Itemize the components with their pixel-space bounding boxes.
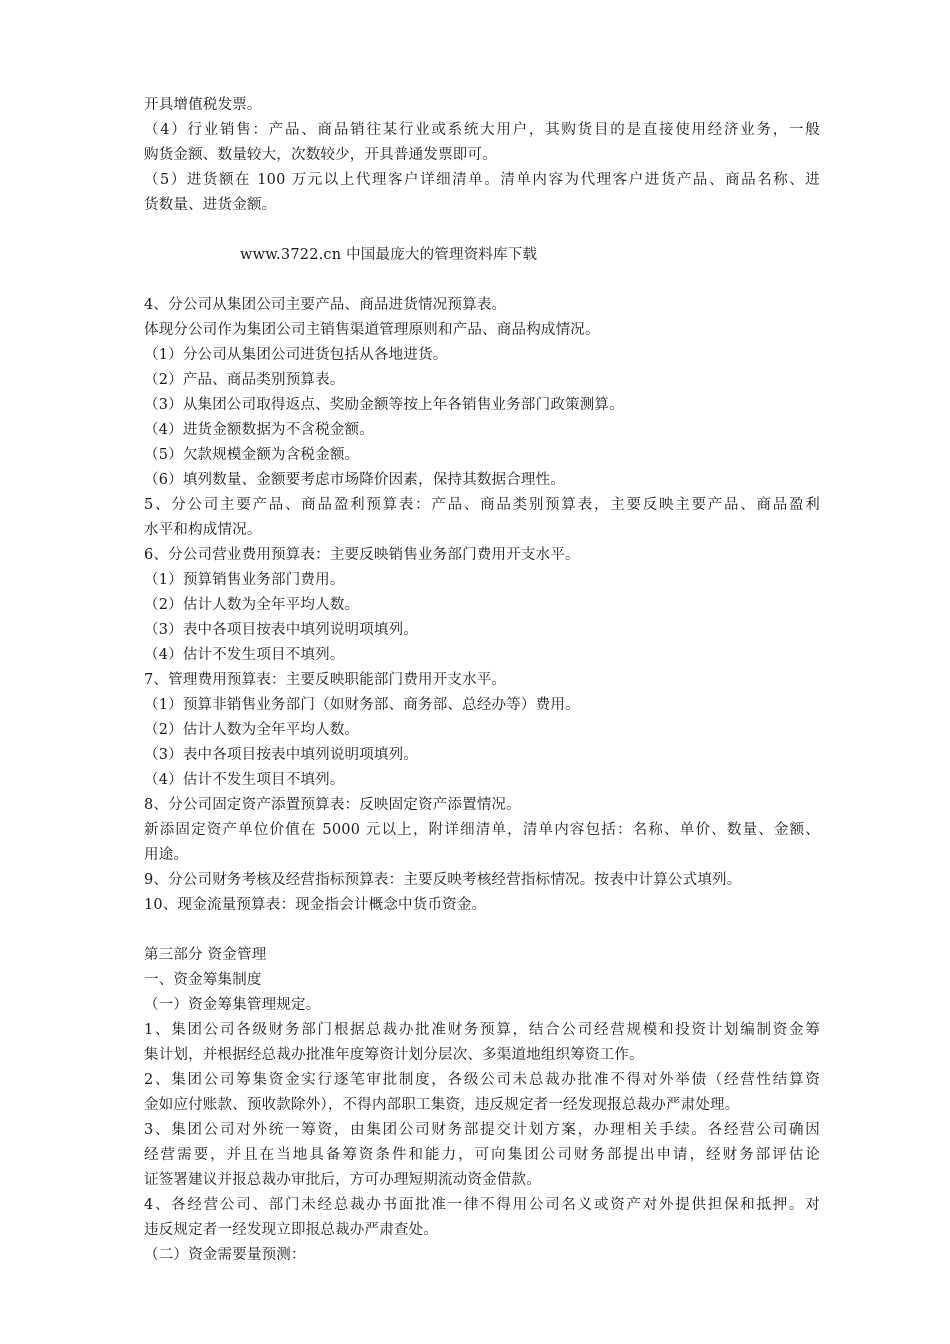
text-line: （3）表中各项目按表中填列说明项填列。	[144, 622, 419, 638]
text-line: 购货金额、数量较大，次数较少，开具普通发票即可。	[144, 147, 497, 163]
text-line: （4）估计不发生项目不填列。	[144, 772, 345, 788]
text-line: 集计划，并根据经总裁办批准年度筹资计划分层次、多渠道地组织筹资工作。	[144, 1047, 644, 1063]
text-line: 2、集团公司筹集资金实行逐笔审批制度，各级公司未总裁办批准不得对外举债（经营性结算资	[144, 1072, 820, 1088]
text-line: 4、各经营公司、部门未经总裁办书面批准一律不得用公司名义或资产对外提供担保和抵押。对	[144, 1197, 820, 1213]
text-line: 水平和构成情况。	[144, 522, 262, 538]
text-line: （5）进货额在 100 万元以上代理客户详细清单。清单内容为代理客户进货产品、商品名称、进	[144, 172, 820, 188]
text-line: 金如应付账款、预收款除外），不得内部职工集资，违反规定者一经发现报总裁办严肃处理。	[144, 1097, 740, 1113]
text-line: （2）估计人数为全年平均人数。	[144, 722, 360, 738]
blank-line	[144, 918, 820, 943]
text-line: 8、分公司固定资产添置预算表：反映固定资产添置情况。	[144, 797, 521, 813]
text-line: （一）资金筹集管理规定。	[144, 997, 321, 1013]
text-line: （6）填列数量、金额要考虑市场降价因素，保持其数据合理性。	[144, 472, 566, 488]
text-line: 经营需要，并且在当地具备筹资条件和能力，可向集团公司财务部提出申请，经财务部评估论	[144, 1147, 820, 1163]
subsection-heading: 一、资金筹集制度	[144, 972, 262, 988]
text-line: （1）预算销售业务部门费用。	[144, 572, 345, 588]
text-line: 用途。	[144, 847, 189, 863]
text-line: （4）进货金额数据为不含税金额。	[144, 422, 374, 438]
text-line: （2）估计人数为全年平均人数。	[144, 597, 360, 613]
text-line: 6、分公司营业费用预算表：主要反映销售业务部门费用开支水平。	[144, 547, 580, 563]
text-line: （3）从集团公司取得返点、奖励金额等按上年各销售业务部门政策测算。	[144, 397, 624, 413]
text-line: 4、分公司从集团公司主要产品、商品进货情况预算表。	[144, 297, 507, 313]
text-line: 违反规定者一经发现立即报总裁办严肃查处。	[144, 1222, 438, 1238]
site-link-text: www.3722.cn 中国最庞大的管理资料库下载	[240, 247, 538, 263]
text-line: 5、分公司主要产品、商品盈利预算表：产品、商品类别预算表，主要反映主要产品、商品盈利	[144, 497, 820, 513]
text-line: （1）预算非销售业务部门（如财务部、商务部、总经办等）费用。	[144, 697, 580, 713]
section-heading: 第三部分 资金管理	[144, 947, 267, 963]
text-line: 9、分公司财务考核及经营指标预算表：主要反映考核经营指标情况。按表中计算公式填列。	[144, 872, 742, 888]
text-line: 3、集团公司对外统一筹资，由集团公司财务部提交计划方案，办理相关手续。各经营公司确因	[144, 1122, 820, 1138]
text-line: （5）欠款规模金额为含税金额。	[144, 447, 360, 463]
text-line: （1）分公司从集团公司进货包括从各地进货。	[144, 347, 448, 363]
text-line: （3）表中各项目按表中填列说明项填列。	[144, 747, 419, 763]
text-line: （2）产品、商品类别预算表。	[144, 372, 345, 388]
text-line: 证签署建议并报总裁办审批后，方可办理短期流动资金借款。	[144, 1172, 541, 1188]
text-line: （4）估计不发生项目不填列。	[144, 647, 345, 663]
document-page	[144, 93, 820, 1268]
blank-line	[144, 268, 820, 293]
text-line: 10、现金流量预算表：现金指会计概念中货币资金。	[144, 897, 487, 913]
text-line: 体现分公司作为集团公司主销售渠道管理原则和产品、商品构成情况。	[144, 322, 600, 338]
text-line: 开具增值税发票。	[144, 97, 262, 113]
text-line: 7、管理费用预算表：主要反映职能部门费用开支水平。	[144, 672, 507, 688]
text-line: 新添固定资产单位价值在 5000 元以上，附详细清单，清单内容包括：名称、单价、数量、金额、	[144, 822, 820, 838]
blank-line	[144, 218, 820, 243]
text-line: （4）行业销售：产品、商品销往某行业或系统大用户，其购货目的是直接使用经济业务，一般	[144, 122, 820, 138]
text-line: 货数量、进货金额。	[144, 197, 277, 213]
text-line: （二）资金需要量预测：	[144, 1247, 306, 1263]
text-line: 1、集团公司各级财务部门根据总裁办批准财务预算，结合公司经营规模和投资计划编制资金筹	[144, 1022, 820, 1038]
